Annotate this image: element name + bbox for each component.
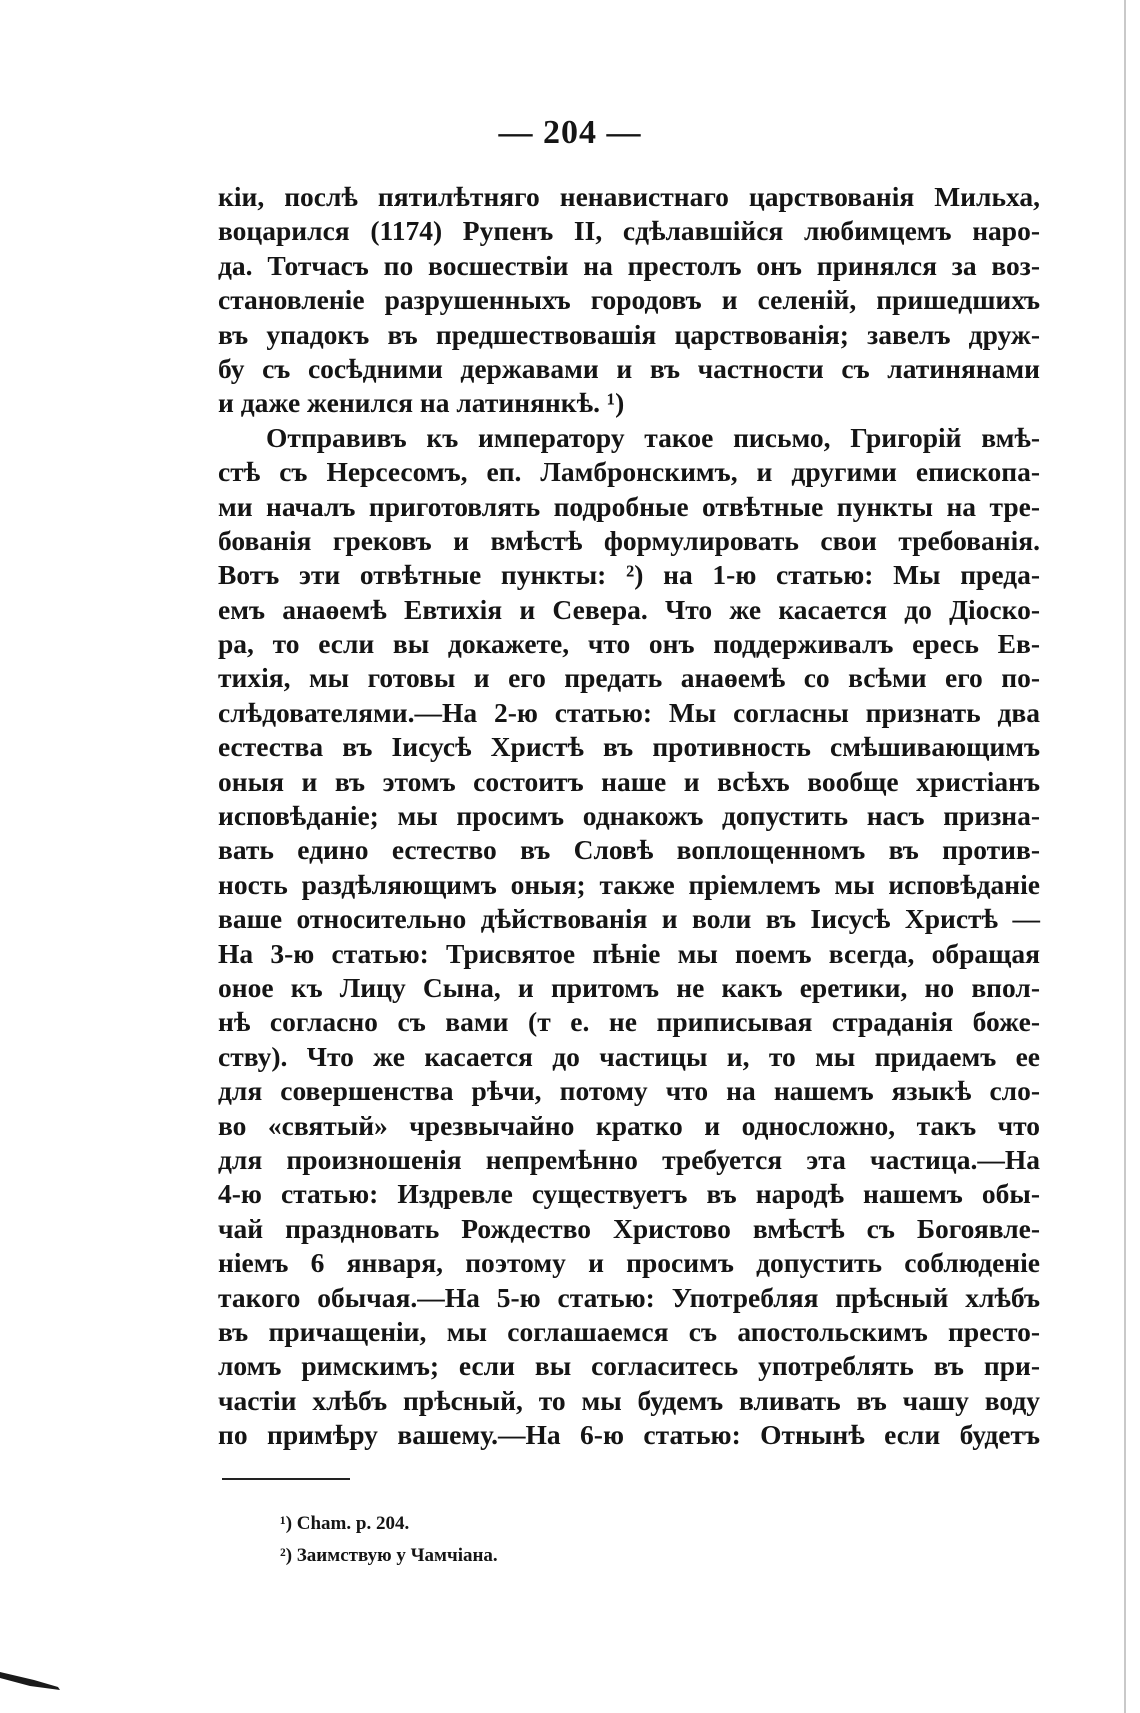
text-line: ность раздѣляющимъ оныя; также пріемлемъ мы исповѣданіе xyxy=(218,868,1040,900)
text-line: для совершенства рѣчи, потому что на нашемъ языкѣ сло- xyxy=(218,1075,1040,1107)
text-line: бу съ сосѣдними державами и въ частности съ латинянами xyxy=(218,352,1040,384)
text-line: для произношенія непремѣнно требуется эта частица.—На xyxy=(218,1143,1040,1175)
text-line: 4-ю статью: Издревле существуетъ въ народѣ нашемъ обы- xyxy=(218,1178,1040,1210)
text-line: въ причащеніи, мы соглашаемся съ апостольскимъ престо- xyxy=(218,1315,1040,1347)
text-line: кіи, послѣ пятилѣтняго ненавистнаго царствованія Мильха, xyxy=(218,181,1040,212)
text-line: вать едино естество въ Словѣ воплощенномъ въ против- xyxy=(218,834,1040,866)
text-line: Вотъ эти отвѣтные пункты: ²) на 1-ю статью: Мы преда- xyxy=(218,559,1040,591)
text-line: стѣ съ Нерсесомъ, еп. Ламбронскимъ, и другими епископа- xyxy=(218,456,1040,488)
page-edge-rule xyxy=(1124,0,1126,1713)
page-number: — 204 — xyxy=(498,114,642,151)
text-line: оное къ Лицу Сына, и притомъ не какъ еретики, но впол- xyxy=(218,971,1040,1003)
text-line: да. Тотчасъ по восшествіи на престолъ онъ принялся за воз- xyxy=(218,249,1040,281)
footnote-1: ¹) Cham. p. 204. xyxy=(280,1513,410,1534)
text-line: такого обычая.—На 5-ю статью: Употребляя прѣсный хлѣбъ xyxy=(218,1281,1040,1313)
footnote-2: ²) Заимствую у Чамчіана. xyxy=(280,1545,498,1566)
text-line: ломъ римскимъ; если вы согласитесь употреблять въ при- xyxy=(218,1350,1040,1382)
text-line: ніемъ 6 января, поэтому и просимъ допустить соблюденіе xyxy=(218,1247,1040,1279)
text-line: становленіе разрушенныхъ городовъ и селеній, пришедшихъ xyxy=(218,284,1040,316)
footnote-divider xyxy=(222,1478,350,1480)
text-line: исповѣданіе; мы просимъ однакожъ допустить насъ призна- xyxy=(218,800,1040,832)
text-line: воцарился (1174) Рупенъ II, сдѣлавшійся любимцемъ наро- xyxy=(218,215,1040,247)
text-line: ра, то если вы докажете, что онъ поддерживалъ ересь Ев- xyxy=(218,628,1040,660)
text-line: оныя и въ этомъ состоитъ наше и всѣхъ вообще христіанъ xyxy=(218,765,1040,797)
text-line: На 3-ю статью: Трисвятое пѣніе мы поемъ всегда, обращая xyxy=(218,937,1040,969)
text-line: во «святый» чрезвычайно кратко и односложно, такъ что xyxy=(218,1109,1040,1141)
text-line: нѣ согласно съ вами (т е. не приписывая страданія боже- xyxy=(218,1006,1040,1038)
text-line: ству). Что же касается до частицы и, то мы придаемъ ее xyxy=(218,1040,1040,1072)
text-line: частіи хлѣбъ прѣсный, то мы будемъ вливать въ чашу воду xyxy=(218,1384,1040,1416)
text-line: тихія, мы готовы и его предать анаөемѣ со всѣми его по- xyxy=(218,662,1040,694)
text-line: по примѣру вашему.—На 6-ю статью: Отнынѣ если будетъ xyxy=(218,1419,1040,1451)
text-line: чай праздновать Рождество Христово вмѣстѣ съ Богоявле- xyxy=(218,1212,1040,1244)
text-line: емъ анаөемѣ Евтихія и Севера. Что же касается до Діоско- xyxy=(218,593,1040,625)
text-line: въ упадокъ въ предшествовашія царствованія; завелъ друж- xyxy=(218,318,1040,350)
text-line: ми началъ приготовлять подробные отвѣтные пункты на тре- xyxy=(218,490,1040,522)
text-line: и даже женился на латинянкѣ. ¹) xyxy=(218,387,625,419)
footnotes xyxy=(280,1508,498,1572)
text-line: естества въ Іисусѣ Христѣ въ противность смѣшивающимъ xyxy=(218,731,1040,763)
text-line: ваше относительно дѣйствованія и воли въ Іисусѣ Христѣ — xyxy=(218,903,1040,935)
text-line: бованія грековъ и вмѣстѣ формулировать свои требованія. xyxy=(218,524,1040,556)
body-text xyxy=(218,180,1040,1452)
text-line: Отправивъ къ императору такое письмо, Григорій вмѣ- xyxy=(266,421,1040,453)
text-line: слѣдователями.—На 2-ю статью: Мы согласны признать два xyxy=(218,696,1040,728)
scan-corner-mark xyxy=(0,1670,62,1690)
